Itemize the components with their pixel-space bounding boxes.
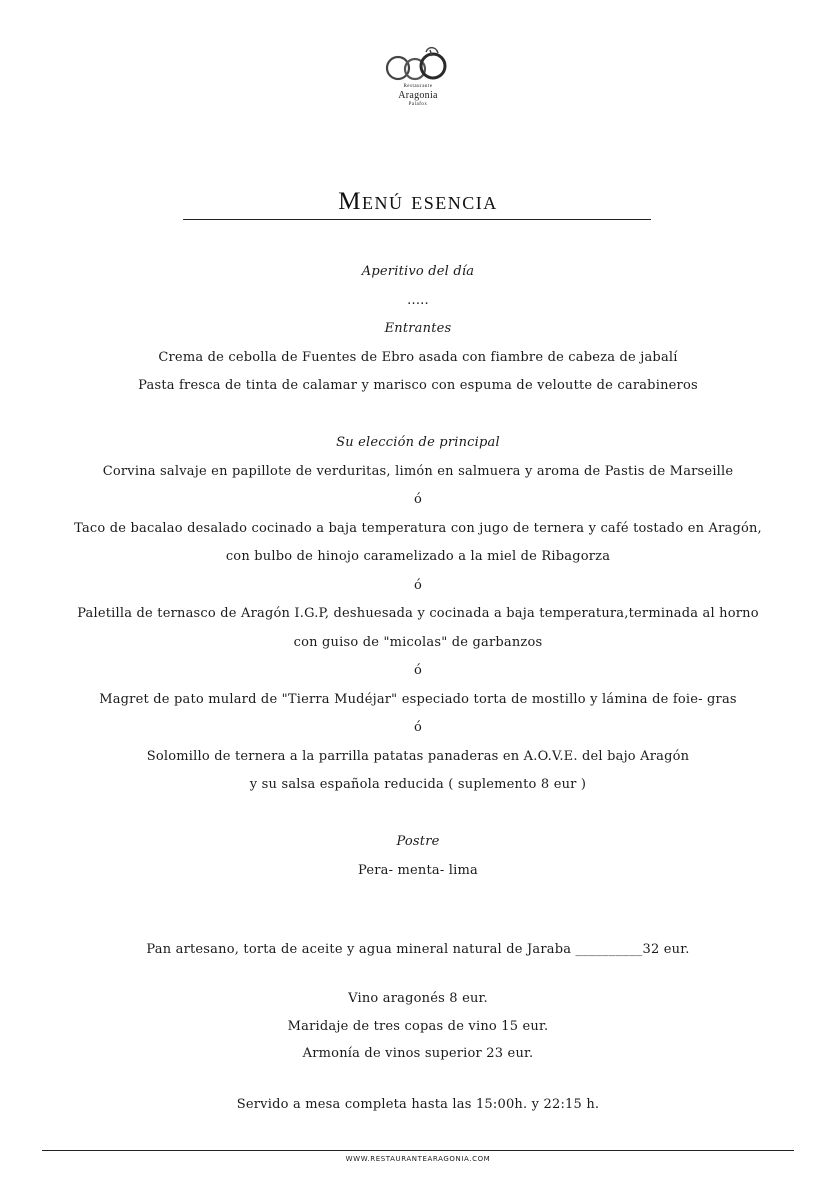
title-underline xyxy=(183,219,651,220)
logo-prefix: Restaurante xyxy=(403,84,433,89)
wine-pairing-option: Maridaje de tres copas de vino 15 eur. xyxy=(287,1019,549,1034)
principal-item: Corvina salvaje en papillote de verduritas, limón en salmuera y aroma de Pastis de Marseille xyxy=(102,463,734,479)
spacer xyxy=(0,401,836,430)
principal-item: Magret de pato mulard de "Tierra Mudéjar" especiado torta de mostillo y lámina de foie- gras xyxy=(99,691,737,707)
wine-harmony-option: Armonía de vinos superior 23 eur. xyxy=(302,1046,534,1061)
principal-label: Su elección de principal xyxy=(336,435,500,450)
principal-item-continuation: con guiso de "micolas" de garbanzos xyxy=(293,634,543,650)
footer-divider xyxy=(42,1150,794,1151)
restaurant-logo-icon xyxy=(382,44,454,84)
aperitivo-label: Aperitivo del día xyxy=(361,264,475,279)
separator-dots: ..... xyxy=(407,292,429,308)
principal-item: Solomillo de ternera a la parrilla patatas panaderas en A.O.V.E. del bajo Aragón xyxy=(146,748,690,764)
principal-item-continuation: y su salsa española reducida ( suplemento 8 eur ) xyxy=(249,777,587,792)
principal-item: Taco de bacalao desalado cocinado a baja temperatura con jugo de ternera y café tostado en Aragón, xyxy=(74,520,762,536)
or-separator: ó xyxy=(413,720,423,735)
or-separator: ó xyxy=(413,663,423,678)
or-separator: ó xyxy=(413,492,423,507)
postre-label: Postre xyxy=(396,834,440,849)
menu-title: Menú esencia xyxy=(338,188,498,215)
entrante-item: Crema de cebolla de Fuentes de Ebro asada con fiambre de cabeza de jabalí xyxy=(158,349,678,365)
principal-item-continuation: con bulbo de hinojo caramelizado a la miel de Ribagorza xyxy=(225,549,611,564)
service-hours: Servido a mesa completa hasta las 15:00h. y 22:15 h. xyxy=(236,1097,600,1112)
or-separator: ó xyxy=(413,577,423,593)
entrante-item: Pasta fresca de tinta de calamar y marisco con espuma de veloutte de carabineros xyxy=(138,378,698,393)
bread-and-price-line: Pan artesano, torta de aceite y agua mineral natural de Jaraba __________32 eur. xyxy=(146,942,690,957)
spacer xyxy=(0,800,836,829)
restaurant-logo xyxy=(382,44,454,114)
postre-item: Pera- menta- lima xyxy=(357,862,479,878)
logo-suffix: Palafox xyxy=(408,102,428,107)
wine-option: Vino aragonés 8 eur. xyxy=(348,991,488,1006)
entrantes-label: Entrantes xyxy=(384,321,452,336)
logo-name: Aragonia xyxy=(398,90,438,101)
menu-body xyxy=(0,258,836,885)
website-link[interactable]: WWW.RESTAURANTEARAGONIA.COM xyxy=(345,1155,491,1163)
principal-item: Paletilla de ternasco de Aragón I.G.P, deshuesada y cocinada a baja temperatura,terminada al horno xyxy=(77,606,759,621)
